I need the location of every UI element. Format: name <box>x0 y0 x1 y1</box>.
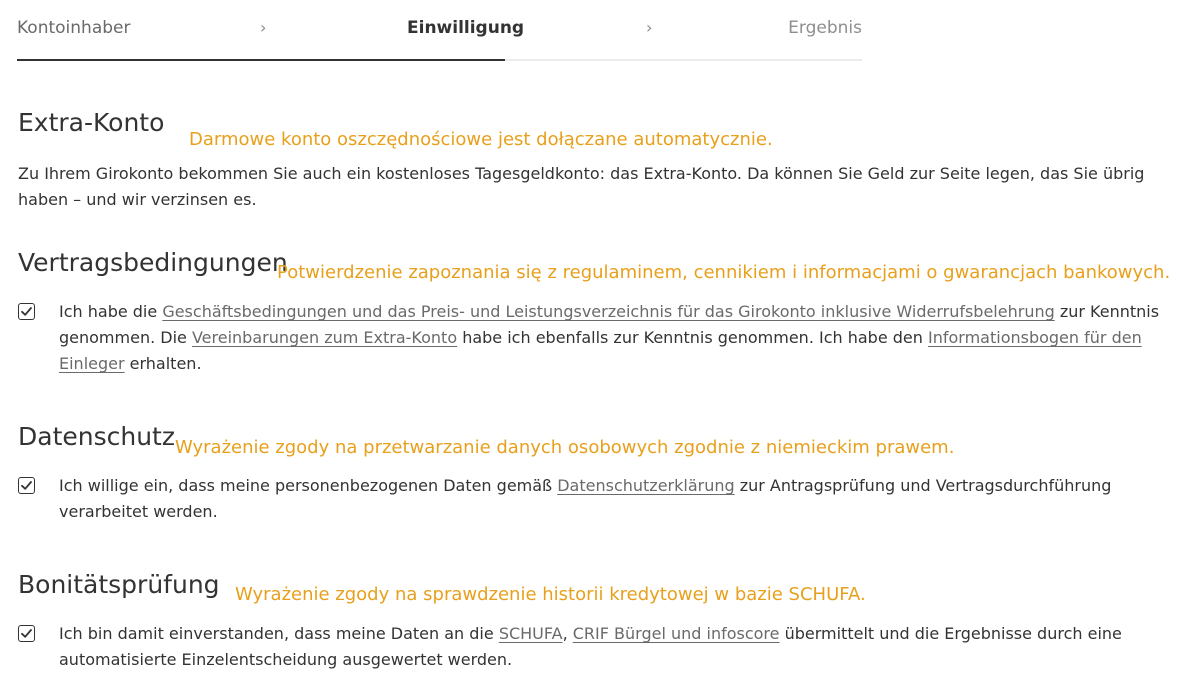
text-fragment: zur Antragsprüfung und Vertragsdurchführung verarbeitet werden. <box>59 476 1112 521</box>
annotation-vertragsbedingungen: Potwierdzenie zapoznania się z regulaminem, cennikiem i informacjami o gwarancjach bankowych. <box>277 262 1171 283</box>
section-title-vertragsbedingungen: Vertragsbedingungen <box>18 248 288 277</box>
checkbox-vertragsbedingungen[interactable] <box>18 303 35 320</box>
link-schufa[interactable]: SCHUFA <box>498 624 563 643</box>
link-crif-buergel-infoscore[interactable]: CRIF Bürgel und infoscore <box>572 624 780 643</box>
link-datenschutzerklaerung[interactable]: Datenschutzerklärung <box>557 476 735 495</box>
link-vereinbarungen-extra-konto[interactable]: Vereinbarungen zum Extra-Konto <box>191 328 458 347</box>
consent-text-datenschutz <box>59 473 1179 525</box>
extra-konto-description: Zu Ihrem Girokonto bekommen Sie auch ein kostenloses Tagesgeldkonto: das Extra-Konto. Da können Sie Geld zur Seite legen, das Sie übrig haben – und wir verzinsen es. <box>18 164 1145 209</box>
text-fragment: erhalten. <box>124 354 202 373</box>
checkmark-icon <box>20 479 33 492</box>
text-fragment: Ich willige ein, dass meine personenbezogenen Daten gemäß <box>59 476 558 495</box>
progress-fill <box>17 59 505 61</box>
consent-text-vertragsbedingungen <box>59 299 1179 377</box>
step-einwilligung: Einwilligung <box>407 18 525 38</box>
text-fragment: übermittelt und die Ergebnisse durch eine automatisierte Einzelentscheidung ausgewertet werden. <box>59 624 1122 669</box>
text-fragment: Ich bin damit einverstanden, dass meine Daten an die <box>59 624 499 643</box>
progress-stepper <box>17 0 862 62</box>
chevron-right-icon: › <box>260 18 267 37</box>
step-kontoinhaber[interactable]: Kontoinhaber <box>17 18 131 38</box>
text-fragment: , <box>562 624 573 643</box>
step-ergebnis: Ergebnis <box>788 18 862 38</box>
section-title-bonitaetspruefung: Bonitätsprüfung <box>18 570 220 599</box>
annotation-bonitaetspruefung: Wyrażenie zgody na sprawdzenie historii kredytowej w bazie SCHUFA. <box>235 584 866 605</box>
consent-text-bonitaetspruefung <box>59 621 1179 673</box>
checkmark-icon <box>20 627 33 640</box>
chevron-right-icon: › <box>646 18 653 37</box>
section-title-extra-konto: Extra-Konto <box>18 108 165 137</box>
checkbox-datenschutz[interactable] <box>18 477 35 494</box>
link-informationsbogen[interactable]: Informationsbogen für den Einleger <box>59 328 1142 373</box>
text-fragment: habe ich ebenfalls zur Kenntnis genommen. Ich habe den <box>457 328 928 347</box>
text-fragment: zur Kenntnis genommen. Die <box>59 302 1160 347</box>
section-title-datenschutz: Datenschutz <box>18 422 175 451</box>
annotation-extra-konto: Darmowe konto oszczędnościowe jest dołączane automatycznie. <box>189 129 773 150</box>
annotation-datenschutz: Wyrażenie zgody na przetwarzanie danych osobowych zgodnie z niemieckim prawem. <box>175 437 955 458</box>
checkbox-bonitaetspruefung[interactable] <box>18 625 35 642</box>
checkmark-icon <box>20 305 33 318</box>
progress-track <box>17 59 862 61</box>
link-geschaeftsbedingungen[interactable]: Geschäftsbedingungen und das Preis- und Leistungsverzeichnis für das Girokonto inklusive Widerrufsbelehrung <box>162 302 1055 321</box>
text-fragment: Ich habe die <box>59 302 163 321</box>
